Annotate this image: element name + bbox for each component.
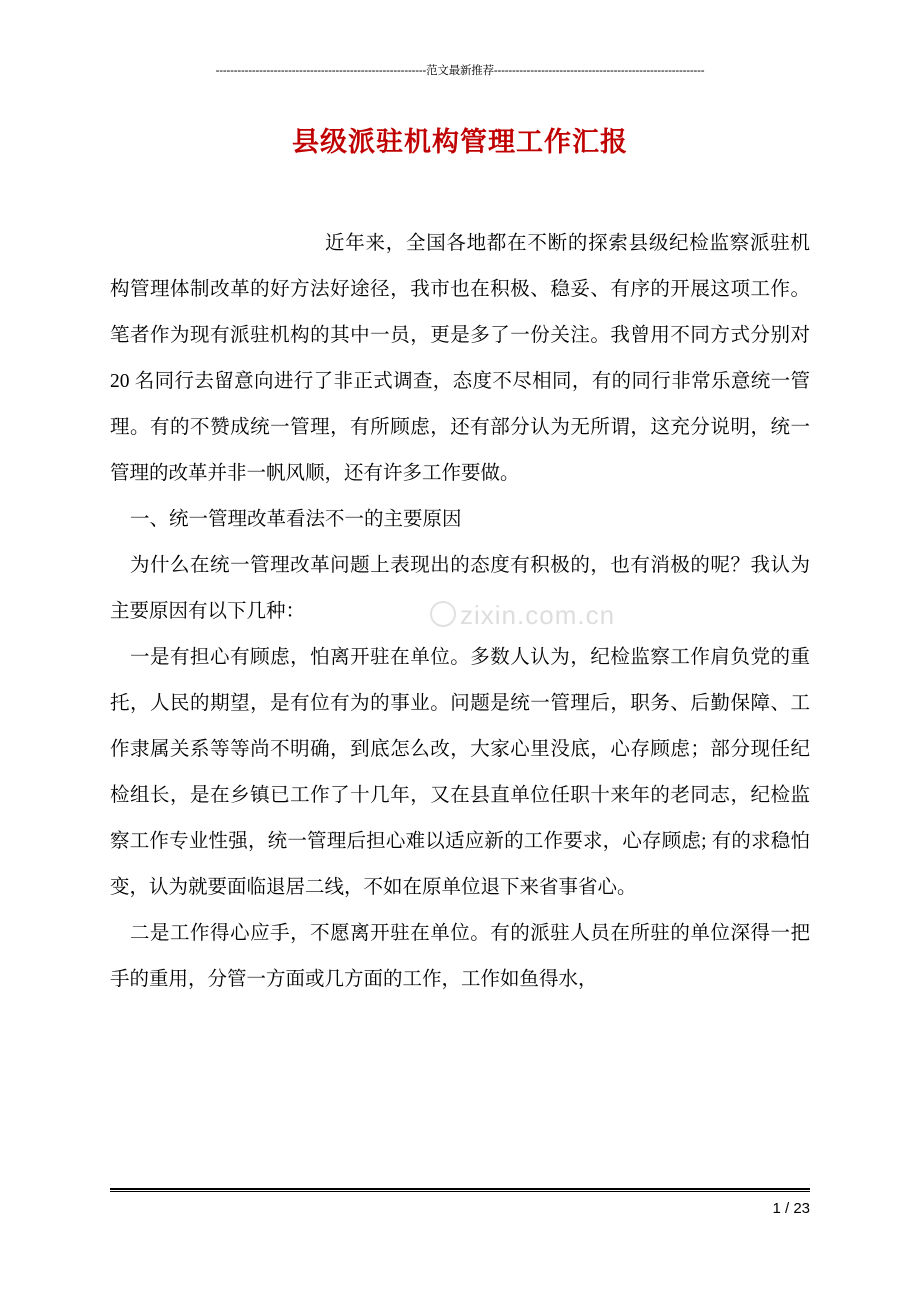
paragraph-4: 一是有担心有顾虑，怕离开驻在单位。多数人认为，纪检监察工作肩负党的重托，人民的期望，是有位有为的事业。问题是统一管理后，职务、后勤保障、工作隶属关系等等尚不明确，到底怎么改，大家心里没底，心存顾虑；部分现任纪检组长，是在乡镇已工作了十几年，又在县直单位任职十来年的老同志，纪检监察工作专业性强，统一管理后担心难以适应新的工作要求，心存顾虑; 有的求稳怕变，认为就要面临退居二线，不如在原单位退下来省事省心。 — [110, 647, 810, 898]
page-title: 县级派驻机构管理工作汇报 — [292, 127, 628, 157]
paragraph-2-heading: 一、统一管理改革看法不一的主要原因 — [130, 509, 462, 530]
page-content — [110, 0, 810, 1302]
paragraph-1: 近年来，全国各地都在不断的探索县级纪检监察派驻机构管理体制改革的好方法好途径，我市也在积极、稳妥、有序的开展这项工作。笔者作为现有派驻机构的其中一员，更是多了一份关注。我曾用不同方式分别对 20 名同行去留意向进行了非正式调查，态度不尽相同，有的同行非常乐意统一管理。有的不赞成统一管理，有所顾虑，还有部分认为无所谓，这充分说明，统一管理的改革并非一帆风顺，还有许多工作要做。 — [110, 233, 810, 484]
paragraph-3: 为什么在统一管理改革问题上表现出的态度有积极的，也有消极的呢？我认为主要原因有以下几种： — [110, 555, 810, 622]
page-number: 1 / 23 — [772, 1200, 810, 1217]
watermark-text: zixin.com.cn — [460, 600, 616, 630]
page-header-rule: ----------------------------------------------------------范文最新推荐---------------------------------------------------------- — [215, 65, 705, 77]
paragraph-5: 二是工作得心应手，不愿离开驻在单位。有的派驻人员在所驻的单位深得一把手的重用，分管一方面或几方面的工作，工作如鱼得水， — [110, 923, 810, 990]
footer-divider — [110, 1188, 810, 1192]
document-body — [110, 221, 810, 1003]
